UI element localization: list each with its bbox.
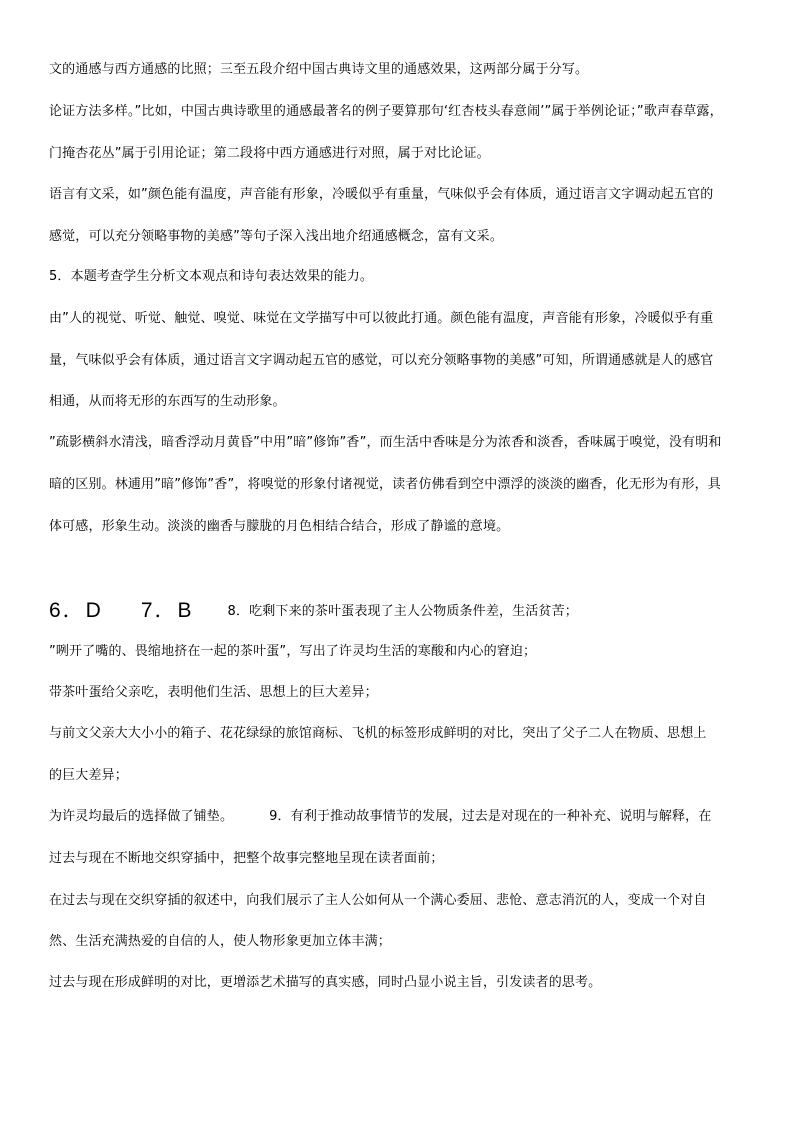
text-line: 量，气味似乎会有体质，通过语言文字调动起五官的感觉，可以充分领略事物的美感”可知，所谓通感就是人的感官 [49, 353, 714, 368]
answer-6: 6．D [49, 599, 103, 622]
text-line: 语言有文采，如”颜色能有温度，声音能有形象，冷暖似乎有重量，气味似乎会有体质，通过语言文字调动起五官的 [49, 187, 714, 202]
text-line: 过去与现在形成鲜明的对比，更增添艺术描写的真实感，同时凸显小说主旨，引发读者的思考。 [49, 975, 602, 990]
answer-9-intro: 9．有利于推动故事情节的发展，过去是对现在的一种补充、说明与解释，在 [269, 809, 712, 824]
answer-line-6-7-8 [49, 600, 749, 622]
text-line: 体可感，形象生动。淡淡的幽香与朦胧的月色相结合结合，形成了静谧的意境。 [49, 519, 510, 534]
answer-7: 7．B [140, 599, 194, 622]
text-line: 带茶叶蛋给父亲吃，表明他们生活、思想上的巨大差异； [49, 685, 378, 700]
text-line: 5．本题考查学生分析文本观点和诗句表达效果的能力。 [49, 269, 374, 284]
text-line: 与前文父亲大大小小的箱子、花花绿绿的旅馆商标、飞机的标签形成鲜明的对比，突出了父子二人在物质、思想上 [49, 726, 707, 741]
text-line: 然、生活充满热爱的自信的人，使人物形象更加立体丰满； [49, 934, 391, 949]
text-line: 暗的区别。林逋用”暗”修饰”香”，将嗅觉的形象付诸视觉，读者仿佛看到空中漂浮的淡淡的幽香，化无形为有形，具 [49, 477, 721, 492]
text-line: 由”人的视觉、听觉、触觉、嗅觉、味觉在文学描写中可以彼此打通。颜色能有温度，声音能有形象，冷暖似乎有重 [49, 311, 714, 326]
text-line: 过去与现在不断地交织穿插中，把整个故事完整地呈现在读者面前； [49, 851, 444, 866]
text-line: ”咧开了嘴的、畏缩地挤在一起的茶叶蛋”，写出了许灵均生活的寒酸和内心的窘迫； [49, 644, 537, 659]
text-line: 感觉，可以充分领略事物的美感”等句子深入浅出地介绍通感概念，富有文采。 [49, 229, 503, 244]
answer-line-8-9 [49, 806, 749, 827]
text-line: 文的通感与西方通感的比照；三至五段介绍中国古典诗文里的通感效果，这两部分属于分写。 [49, 62, 589, 77]
answer-8-end: 为许灵均最后的选择做了铺垫。 [49, 809, 234, 824]
text-line: 在过去与现在交织穿插的叙述中，向我们展示了主人公如何从一个满心委屈、悲怆、意志消沉的人，变成一个对自 [49, 893, 707, 908]
text-line: 的巨大差异； [49, 768, 128, 783]
text-line: 论证方法多样。”比如，中国古典诗歌里的通感最著名的例子要算那句‘红杏枝头春意闹’”属于举例论证；”歌声春草露， [49, 104, 723, 119]
answer-8-intro: 8．吃剩下来的茶叶蛋表现了主人公物质条件差，生活贫苦； [227, 604, 578, 619]
text-line: 门掩杏花丛”属于引用论证；第二段将中西方通感进行对照，属于对比论证。 [49, 146, 490, 161]
text-line: ”疏影横斜水清浅，暗香浮动月黄昏”中用”暗”修饰”香”，而生活中香味是分为浓香和淡香，香味属于嗅觉，没有明和 [49, 435, 722, 450]
text-line: 相通，从而将无形的东西写的生动形象。 [49, 394, 286, 409]
